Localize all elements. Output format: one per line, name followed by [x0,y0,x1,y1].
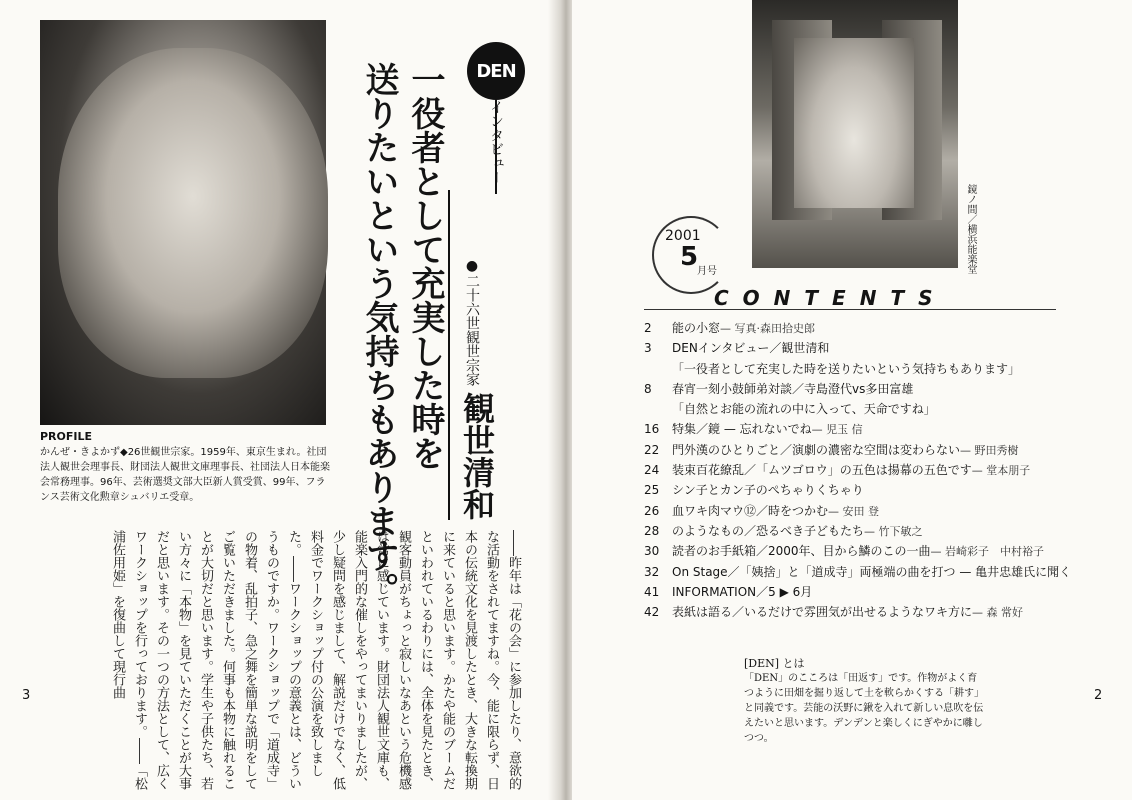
toc-title: のようなもの／恐るべき子どもたち [672,523,865,538]
toc-item[interactable] [644,562,1072,582]
toc-page-number: 26 [644,503,660,518]
page-number-left: 3 [22,688,31,703]
toc-item[interactable] [644,521,1064,541]
toc-title: 門外漢のひとりごと／演劇の濃密な空間は変わらない [672,442,961,457]
issue-month-unit: 月号 [697,266,717,277]
den-logo-badge: DEN [467,42,525,100]
toc-page-number: 42 [644,605,660,620]
toc-title: 特集／鏡 — 忘れないでね [672,422,812,437]
portrait-face [58,48,328,378]
toc-title: DENインタビュー／観世清和 [672,341,830,356]
toc-author: — 安田 登 [828,504,880,518]
toc-author: — 森 常好 [972,606,1024,620]
den-definition-heading: [DEN] とは [744,657,805,670]
issue-year: 2001 [665,228,701,244]
headline-line-1: 一役者として充実した時を [405,62,445,470]
toc-item[interactable] [644,440,1064,460]
toc-item[interactable] [644,541,1064,561]
toc-author: — 児玉 信 [811,423,863,437]
toc-item[interactable] [644,582,1064,602]
toc-item[interactable] [644,379,1064,399]
interview-body: ――昨年は「花の会」に参加したり、意欲的な活動をされてますね。今、能に限らず、日本の伝統文化を見渡したとき、大きな転換期に来ていると思います。かたや能のブームだといわれているわりには、全体を見たとき、観客動員がちょっと寂しいなあという危機感は常に感じています。財団法人観世文庫も、能楽入門的な催しをやってまいりましたが、少し疑問を感じまして、解説だけでなく、低料金でワークショップ付の公演を致しました。――ワークショップの意義とは、どういうものですか。ワークショップで「道成寺」の物着、乱拍子、急之舞を簡単な説明をしてご覧いただきました。何事も本物に触れることが大切だと思います。学生や子供たち、若い方々に「本物」を見ていただくことが大事だと思います。その一つの方法として、広くワークショップを行っております。――「松浦佐用姫」を復曲して現行曲 [110,530,521,790]
toc-title: 春宵一刻小鼓師弟対談／寺島澄代vs多田富雄 [672,381,914,396]
toc-author: — 竹下敏之 [864,524,923,538]
toc-title: 表紙は語る／いるだけで雰囲気が出せるようなワキ方に [672,605,973,620]
toc-page-number: 22 [644,442,660,457]
noh-stage-photo [752,0,958,268]
profile-text: かんぜ・きよかず◆26世観世宗家。1959年、東京生まれ。社団法人観世会理事長、財団法人観世文庫理事長、社団法人日本能楽会常務理事。96年、芸術選奨文部大臣新人賞受賞、99年、フランス芸術文化勲章シュバリエ受章。 [40,447,330,503]
interview-headline [356,62,448,606]
toc-title: 「一役者として充実した時を送りたいという気持ちもあります」 [672,361,1021,376]
toc-page-number: 3 [644,341,652,356]
section-label: インタビュー [488,100,504,184]
toc-title: 能の小窓 [672,321,721,335]
toc-page-number: 32 [644,564,660,579]
toc-item[interactable] [644,480,1064,500]
headline-line-2: 送りたいという気持ちもあります。 [359,62,399,606]
toc-title: 血ワキ肉マウ⑫／時をつかむ [672,503,829,518]
toc-page-number: 30 [644,544,660,559]
photo-caption: 鏡ノ間／横浜能楽堂 [965,184,976,274]
toc-page-number: 16 [644,422,660,437]
toc-item[interactable] [644,338,1064,358]
contents-rule [644,309,1056,310]
toc-item[interactable] [644,318,1064,338]
headline-rule [448,190,450,520]
right-page [572,0,1132,800]
toc-item[interactable] [644,602,1064,622]
profile-heading: PROFILE [40,430,93,443]
doorway-view [794,38,914,208]
toc-item-continued[interactable] [644,359,1064,379]
toc-page-number: 2 [644,321,652,335]
toc-title: On Stage／「姨捨」と「道成寺」両極端の曲を打つ — 亀井忠雄氏に聞く [672,564,1072,579]
toc-item[interactable] [644,501,1064,521]
toc-page-number: 24 [644,463,660,478]
interviewee-name: 観世清和 [458,392,496,520]
toc-title: INFORMATION／5 ▶ 6月 [672,584,813,599]
page-number-right: 2 [1094,688,1103,703]
toc-item[interactable] [644,419,1064,439]
table-of-contents [644,318,1072,622]
den-definition-text: 「DEN」のこころは「田返す」です。作物がよく育つように田畑を掘り返して土を軟らかくする「耕す」と同義です。芸能の沃野に鍬を入れて新しい息吹を伝えたいと思います。デンデンと楽しくにぎやかに囃しつつ。 [744,673,984,744]
toc-title: 装束百花繚乱／「ムツゴロウ」の五色は揚幕の五色です [672,463,972,478]
den-definition-box [744,656,984,746]
toc-title: シン子とカン子のぺちゃりくちゃり [672,483,864,498]
interviewee-title: ●二十六世観世宗家 [464,258,480,386]
toc-author: — 岩崎彩子 中村裕子 [930,545,1045,559]
toc-title: 「自然とお能の流れの中に入って、天命ですね」 [672,402,936,417]
toc-item-continued[interactable] [644,399,1064,419]
contents-heading: CONTENTS [714,286,947,310]
toc-item[interactable] [644,460,1064,480]
toc-page-number: 28 [644,523,660,538]
toc-author: — 堂本朋子 [971,464,1031,478]
toc-page-number: 41 [644,584,660,599]
toc-author: — 写真·森田拾史郎 [720,322,816,335]
left-page [0,0,560,800]
toc-page-number: 25 [644,483,660,498]
toc-title: 読者のお手紙箱／2000年、目から鱗のこの一曲 [672,544,931,559]
toc-author: — 野田秀樹 [960,443,1019,457]
portrait-photo [40,20,326,425]
issue-month: 5 [680,242,699,272]
toc-page-number: 8 [644,381,652,396]
